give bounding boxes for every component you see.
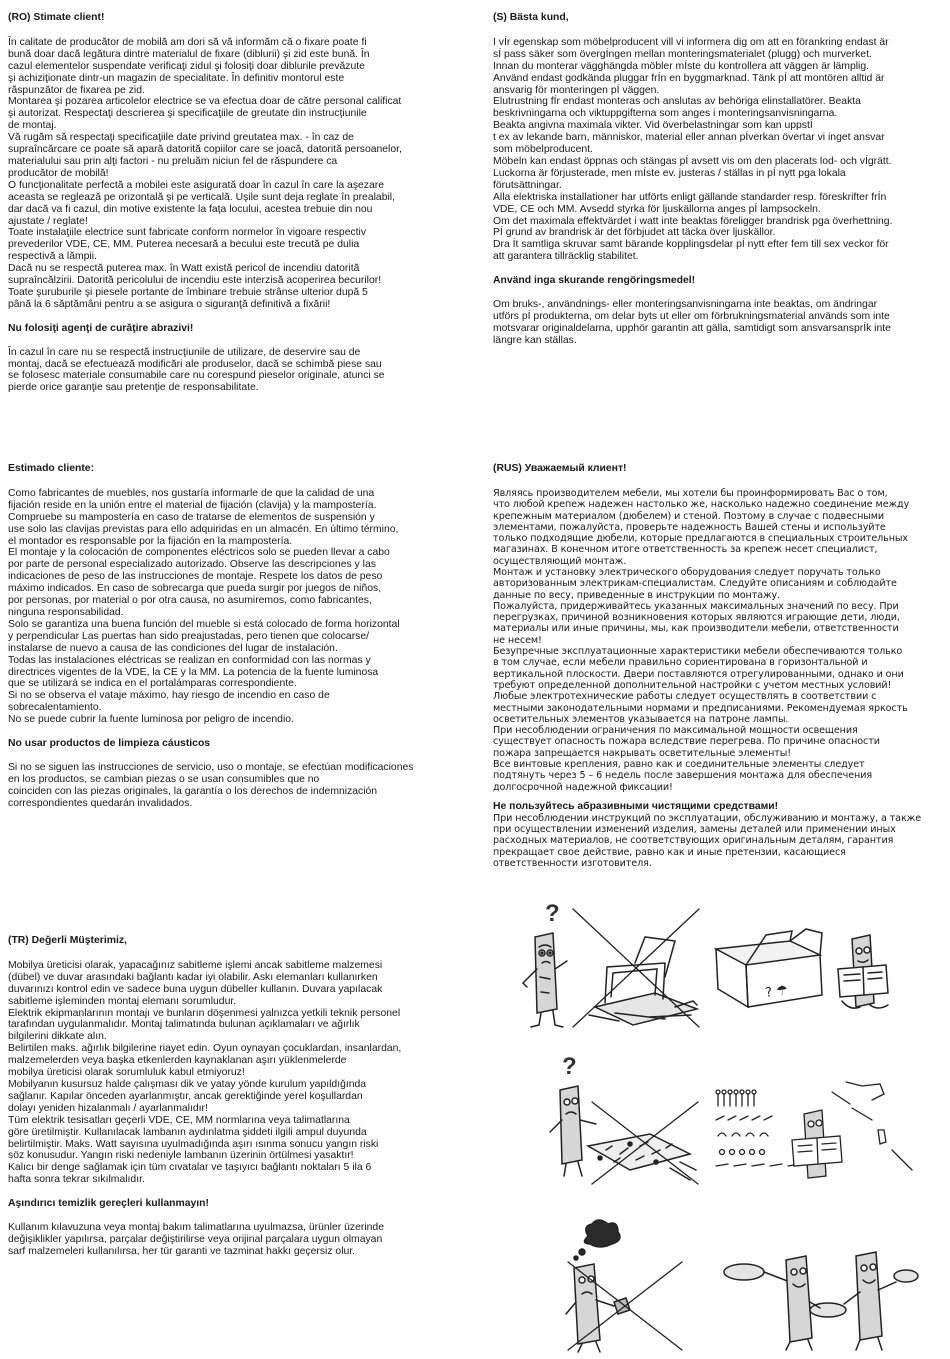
- text-line: Solo se garantiza una buena función del mueble si está colocado de forma horizontal: [8, 618, 400, 630]
- text-line: осветительных элементов указывается на патроне лампы.: [493, 713, 789, 725]
- text-line: существует опасность пожара вследствие перегрева. По причине опасности: [493, 736, 880, 748]
- text-line: ajustate / reglate!: [8, 215, 88, 227]
- text-line: que se utilizará se indica en el portalámparas correspondiente.: [8, 678, 297, 690]
- text-line: только подходящие дюбели, которые предлагаются в специальных строительных: [493, 533, 908, 545]
- text-line: dolayı yeniden hizalanmalı / ayarlanmalıdır!: [8, 1102, 208, 1114]
- text-line: крепежным материалом (дюбелем) и стеной. Поэтому в случае с подвесными: [493, 510, 885, 522]
- text-line: Toate şuruburile şi piesele portante de îmbinare trebuie strânse ulterior după 5: [8, 286, 368, 298]
- illustration-sorted-parts: [712, 1080, 927, 1180]
- text-line: respectivă a lămpii.: [8, 251, 97, 263]
- text-line: Пожалуйста, придерживайтесь указанных максимальных значений по весу. При: [493, 600, 899, 612]
- text-line: sağlanır. Kapılar önceden ayarlanmıştır, ancak gerektiğinde yerel koşullardan: [8, 1090, 363, 1102]
- heading-turkish: (TR) Değerli Müşterimiz,: [8, 935, 127, 946]
- text-line: VDE, CE och MM. Avsedd styrka för ljuskällorna anges pÍ lampsockeln.: [493, 203, 821, 215]
- text-line: местными законодательными нормами и предписаниями. Рекомендуемая яркость: [493, 702, 908, 714]
- text-line: göre üretilmiştir. Kullanılacak lambanın aydınlatma şiddeti ilgili ampul duyunda: [8, 1126, 367, 1138]
- text-line: Använd endast godkända pluggar frÍn en byggmarknad. Tänk pÍ att montören alltid är: [493, 72, 885, 84]
- section-swedish: [493, 12, 948, 347]
- text-line: use solo las clavijas previstas para ello adquiridas en un almacén. En último término,: [8, 523, 399, 535]
- text-line: att garantera tillräcklig stabilitet.: [493, 251, 639, 263]
- paragraph-se-warranty: [493, 299, 948, 347]
- text-line: Beakta angivna maximala vikter. Vid överbelastningar som kan uppstÍ: [493, 120, 813, 132]
- text-line: Безупречные эксплуатационные характеристики мебели обеспечиваются только: [493, 646, 903, 658]
- text-line: sÍ pass säker som övergÍngen mellan monteringsmaterialet (plugg) och murverket.: [493, 48, 872, 60]
- text-line: No se puede cubrir la fuente luminosa por peligro de incendio.: [8, 714, 294, 726]
- text-line: При несоблюдении инструкций по эксплуатации, обслуживанию и монтажу, а также: [493, 812, 921, 824]
- text-line: şi achiziţionate dintr-un magazin de specialitate. În definitiv montorul este: [8, 72, 345, 84]
- text-line: t ex av lekande barn, människor, material eller annan pÍverkan övertar vi inget ansvar: [493, 132, 885, 144]
- text-line: răspunzător de fixarea pe zid.: [8, 84, 145, 96]
- text-line: fijación reside en la unión entre el material de fijación (clavija) y la mampostería.: [8, 499, 377, 511]
- text-line: Mobilyanın kusursuz halde çalışması dik ve yatay yönde kurulum yapıldığında: [8, 1078, 367, 1090]
- text-line: Kullanım kılavuzuna veya montaj bakım talimatlarına uyulmazsa, ürünler üzerinde: [8, 1222, 384, 1234]
- text-line: beskrivningarna och viktuppgifterna som anges i monteringsanvisningarna.: [493, 108, 838, 120]
- text-line: Como fabricantes de muebles, nos gustaría informarle de que la calidad de una: [8, 487, 375, 499]
- text-line: correspondientes quedarán invalidados.: [8, 797, 193, 809]
- text-line: y perpendicular Las puertas han sido preajustadas, pero tienen que colocarse/: [8, 630, 370, 642]
- text-line: pierde orice garanţie sau pretenţie de responsabilitate.: [8, 382, 259, 394]
- text-line: tarafından uygulanmalıdır. Montaj talimatında bulunan açıklamaları ve ağırlık: [8, 1019, 360, 1031]
- section-russian: [493, 463, 948, 869]
- text-line: O funcţionalitate perfectă a mobilei este asigurată doar în cazul în care la aşezare: [8, 179, 385, 191]
- warning-es: No usar productos de limpieza cáusticos: [8, 738, 211, 750]
- warning-ru: Не пользуйтесь абразивными чистящими средствами!: [493, 800, 779, 812]
- text-line: În calitate de producător de mobilă am dori să vă informăm că o fixare poate fi: [8, 36, 367, 48]
- text-line: coinciden con las piezas originales, la garantía o los derechos de indemnización: [8, 785, 378, 797]
- text-line: осуществляющий монтаж.: [493, 555, 627, 567]
- illustration-wrong-assembly: [515, 897, 705, 1032]
- text-line: supraîncălzirii. Datorită pericolului de incendiu este interzisă acoperirea becurilor!: [8, 275, 382, 287]
- text-line: в том случае, если мебели правильно сориентирована в горизонтальной и: [493, 657, 868, 669]
- text-line: supraîncărcare ce poate să apară datorită copiilor care se joacă, datorită persoanelor,: [8, 144, 402, 156]
- text-line: ansvarig för monteringen pÍ väggen.: [493, 84, 660, 96]
- text-line: până la 6 săptămâni pentru a se asigura o siguranţă definitivă a fixării!: [8, 298, 331, 310]
- text-line: máximo indicados. En caso de sobrecarga que pueda surgir por juegos de niños,: [8, 583, 382, 595]
- warning-se: Använd inga skurande rengöringsmedel!: [493, 275, 696, 287]
- text-line: duvarınızı kontrol edin ve sadece buna uygun dübeller kullanın. Duvara yapılacak: [8, 983, 383, 995]
- text-line: indicaciones de peso de las instrucciones de montaje. Respete los datos de peso: [8, 571, 383, 583]
- text-line: Möbeln kan endast öppnas och stängas pÍ avsett vis om den placerats lod- och vÍgrätt.: [493, 155, 892, 167]
- text-line: förutsättningar.: [493, 179, 562, 191]
- heading-russian: (RUS) Уважаемый клиент!: [493, 463, 627, 474]
- text-line: belirtilmiştir. Maks. Watt sayısına uyulmadığında aşırı ısınma sonucu yangın riski: [8, 1138, 379, 1150]
- text-line: Являясь производителем мебели, мы хотели бы проинформировать Вас о том,: [493, 487, 888, 499]
- section-turkish: [8, 935, 473, 1258]
- warning-ro: Nu folosiţi agenţi de curăţire abrazivi!: [8, 322, 194, 334]
- text-line: Любые электротехнические работы следует осуществлять в соответствии с: [493, 691, 877, 703]
- text-line: (dübel) ve duvar arasındaki bağlantı kadar iyi olabilir. Askı elemanları kullanırken: [8, 971, 378, 983]
- text-line: aceasta se reglează pe orizontală şi pe verticală. Uşile sunt deja reglate în prealabil,: [8, 191, 395, 203]
- illustration-abrasive-cleaning: [560, 1218, 690, 1353]
- text-line: PÍ grund av brandrisk är det förbjudet att täcka över ljuskällor.: [493, 227, 776, 239]
- text-line: Si no se observa el vataje máximo, hay riesgo de incendio en caso de: [8, 690, 330, 702]
- paragraph-es-main: [8, 488, 473, 726]
- text-line: malzemelerden veya başka etkenlerden kaynaklanan aşırı yüklenmelerde: [8, 1055, 347, 1067]
- question-mark: ?: [562, 1053, 577, 1080]
- text-line: элементами, пожалуйста, проверьте надежность Вашей стены и используйте: [493, 521, 886, 533]
- text-line: Elutrustning fÍr endast monteras och anslutas av behöriga elinstallatörer. Beakta: [493, 96, 861, 108]
- text-line: подтянуть через 5 – 6 недель после завершения монтажа для обеспечения: [493, 770, 873, 782]
- text-line: montaj, dacă se efectuează modificări ale produselor, dacă se schimbă piese sau: [8, 358, 382, 370]
- text-line: El montaje y la colocación de componentes eléctricos solo se pueden llevar a cabo: [8, 547, 390, 559]
- text-line: bună doar dacă legătura dintre materialul de fixare (diblurii) şi zid este bună. În: [8, 48, 370, 60]
- text-line: Монтаж и установку электрического оборудования следует поручать только: [493, 566, 881, 578]
- heading-romanian: (RO) Stimate client!: [8, 12, 105, 23]
- text-line: directrices vigentes de la VDE, la CE y la MM. La potencia de la fuente luminosa: [8, 666, 379, 678]
- text-line: авторизованным электрикам-специалистам. Следуйте описаниям и соблюдайте: [493, 578, 897, 590]
- text-line: Luckorna är förjusterade, men mÍste ev. justeras / ställas in pÍ nytt pga lokala: [493, 167, 846, 179]
- text-line: hafta sonra tekrar sıkılmalıdır.: [8, 1174, 145, 1186]
- paragraph-es-warranty: [8, 762, 473, 810]
- text-line: instalarse de nuevo a causa de las condiciones del lugar de instalación.: [8, 642, 338, 654]
- text-line: Todas las instalaciones eléctricas se realizan en conformidad con las normas y: [8, 654, 371, 666]
- text-line: motsvarar originaldelarna, upphör garantin att gälla, samtidigt som ansvarsansprÍk inte: [493, 322, 891, 334]
- text-line: utförs pÍ produkterna, om delar byts ut eller om förbrukningsmaterial används som inte: [493, 310, 890, 322]
- text-line: Tüm elektrik tesisatları geçerli VDE, CE, MM normlarına veya talimatlarına: [8, 1114, 350, 1126]
- text-line: sobrecalentamiento.: [8, 702, 102, 714]
- text-line: Toate instalaţiile electrice sunt fabricate conform normelor în vigoare respectiv: [8, 227, 367, 239]
- text-line: dar dacă va fi cazul, din motive existente la faţa locului, acestea trebuie din nou: [8, 203, 373, 215]
- text-line: Om det maximala effektvärdet i watt inte beaktas föreligger brandrisk pga överhettning.: [493, 215, 893, 227]
- text-line: en los productos, se cambian piezas o se usan consumibles que no: [8, 773, 320, 785]
- heading-swedish: (S) Bästa kund,: [493, 12, 569, 23]
- text-line: расходных материалов, не соответствующих оригинальным деталям, гарантия: [493, 835, 894, 847]
- text-line: материалы или иные причины, мы, как производители мебели, ответственности: [493, 623, 899, 635]
- paragraph-ru-warranty: [493, 813, 948, 869]
- text-line: mobilya üreticisi olarak sorumluluk kabul etmiyoruz!: [8, 1067, 245, 1079]
- paragraph-tr-warranty: [8, 1222, 473, 1258]
- text-line: değişiklikler yapılırsa, parçalar değiştirilirse veya orijinal parçalara uygun olmayan: [8, 1233, 383, 1245]
- text-line: при осуществлении изменений изделия, замены деталей или применении иных: [493, 824, 896, 836]
- paragraph-ro-warranty: [8, 347, 473, 395]
- text-line: materialului sau prin alţi factori - nu preluăm niciun fel de răspundere ca: [8, 155, 338, 167]
- text-line: ninguna responsabilidad.: [8, 606, 124, 618]
- text-line: el montador es responsable por la fijación en la mampostería.: [8, 535, 293, 547]
- text-line: Si no se siguen las instrucciones de servicio, uso o montaje, se efectúan modificaciones: [8, 761, 414, 773]
- section-spanish: [8, 463, 473, 810]
- text-line: por personas, por material o por otra causa, no asumiremos, como fabricantes,: [8, 595, 372, 607]
- text-line: de montaj.: [8, 120, 57, 132]
- text-line: se folosesc materiale consumabile care nu corespund pieselor originale, atunci se: [8, 370, 385, 382]
- hardware-row: [716, 1090, 756, 1106]
- paragraph-ru-main: [493, 488, 948, 793]
- text-line: În cazul în care nu se respectă instrucţiunile de utilizare, de deservire sau de: [8, 346, 361, 358]
- text-line: producător de mobilă!: [8, 167, 109, 179]
- text-line: bilgilerini dikkate alın.: [8, 1031, 107, 1043]
- text-line: При несоблюдении ограничения по максимальной мощности освещения: [493, 725, 858, 737]
- heading-spanish: Estimado cliente:: [8, 463, 95, 474]
- text-line: долгосрочной надежной фиксации!: [493, 781, 673, 793]
- text-line: перегрузках, причиной возникновения которых являются играющие дети, люди,: [493, 612, 900, 624]
- text-line: söz konusudur. Yangın riski nedeniyle lambanın üzerinin örtülmesi yasaktır!: [8, 1150, 354, 1162]
- text-line: sabitleme işleminden montaj elemanı sorumludur.: [8, 995, 237, 1007]
- text-line: вертикальной плоскости. Двери поставляются отрегулированными, однако и они: [493, 668, 904, 680]
- text-line: пожара запрещается накрывать осветительные элементы!: [493, 747, 791, 759]
- paragraph-se-main: [493, 37, 948, 263]
- text-line: Om bruks-, användnings- eller monteringsanvisningarna inte beaktas, om ändringar: [493, 299, 878, 311]
- warning-tr: Aşındırıcı temizlik gereçleri kullanmayın!: [8, 1198, 209, 1210]
- paragraph-tr-main: [8, 960, 473, 1186]
- illustration-read-manual: [710, 915, 925, 1015]
- text-line: Dra Ít samtliga skruvar samt bärande kopplingsdelar pÍ nytt efter fem till sex veckor för: [493, 239, 889, 251]
- text-line: Vă rugăm să respectaţi specificaţiile date privind greutatea max. - în caz de: [8, 132, 354, 144]
- text-line: por parte de personal especializado autorizado. Observe las descripciones y las: [8, 559, 376, 571]
- text-line: som möbelproducent.: [493, 144, 593, 156]
- text-line: Kalıcı bir denge sağlamak için tüm cıvatalar ve taşıyıcı bağlantı noktaları 5 ila 6: [8, 1162, 372, 1174]
- text-line: ответственности изготовителя.: [493, 858, 652, 870]
- text-line: längre kan ställas.: [493, 334, 577, 346]
- text-line: Innan du monterar vägghängda möbler mÍste du kontrollera att väggen är lämplig.: [493, 60, 870, 72]
- text-line: prevederilor VDE, CE, MM. Puterea necesară a becului este trecută pe dulia: [8, 239, 360, 251]
- text-line: sarf malzemeleri kullanılırsa, her tür garanti ve tazminat hakkı geçersiz olur.: [8, 1245, 356, 1257]
- text-line: не несем!: [493, 634, 542, 646]
- text-line: cazul elementelor suspendate verificaţi zidul şi folosiţi doar diblurile prevăzute: [8, 60, 365, 72]
- illustration-gentle-cleaning: [720, 1242, 920, 1352]
- box-symbols-label: ? ☂: [764, 982, 790, 1001]
- text-line: I vÍr egenskap som möbelproducent vill vi informera dig om att en förankring endast är: [493, 36, 889, 48]
- text-line: что любой крепеж надежен настолько же, насколько надежно соединение между: [493, 499, 910, 511]
- text-line: прекращает свое действие, равно как и иные претензии, касающиеся: [493, 846, 846, 858]
- text-line: Montarea şi pozarea articolelor electrice se va efectua doar de către personal calificat: [8, 96, 402, 108]
- text-line: Все винтовые крепления, равно как и соединительные элементы следует: [493, 759, 865, 771]
- text-line: Alla elektriska installationer har utförts enligt gällande standarder resp. föreskrifter frÍn: [493, 191, 887, 203]
- paragraph-ro-main: [8, 37, 473, 311]
- text-line: Elektrik ekipmanlarının montajı ve bunların döşenmesi yalnızca yetkili teknik personel: [8, 1007, 401, 1019]
- text-line: Dacă nu se respectă puterea max. în Watt există pericol de incendiu datorită: [8, 263, 360, 275]
- text-line: данные по весу, приведенные в инструкции по монтажу.: [493, 589, 781, 601]
- text-line: Mobilya üreticisi olarak, yapacağınız sabitleme işlemi ancak sabitleme malzemesi: [8, 959, 383, 971]
- text-line: магазинах. В конечном итоге ответственность за крепеж несет специалист,: [493, 544, 878, 556]
- text-line: Belirtilen maks. ağırlık bilgilerine riayet edin. Oyun oynayan çocuklardan, insanlardan,: [8, 1043, 402, 1055]
- illustration-scattered-parts: [540, 1050, 705, 1190]
- text-line: Compruebe su mampostería en caso de tratarse de elementos de suspensión y: [8, 511, 375, 523]
- text-line: şi autorizat. Respectaţi descrierea şi specificaţiile de greutate din instrucţiunile: [8, 108, 367, 120]
- section-romanian: [8, 12, 473, 394]
- question-mark: ?: [545, 900, 560, 927]
- text-line: требуют определенной дополнительной настройки с учетом местных условий!: [493, 679, 892, 691]
